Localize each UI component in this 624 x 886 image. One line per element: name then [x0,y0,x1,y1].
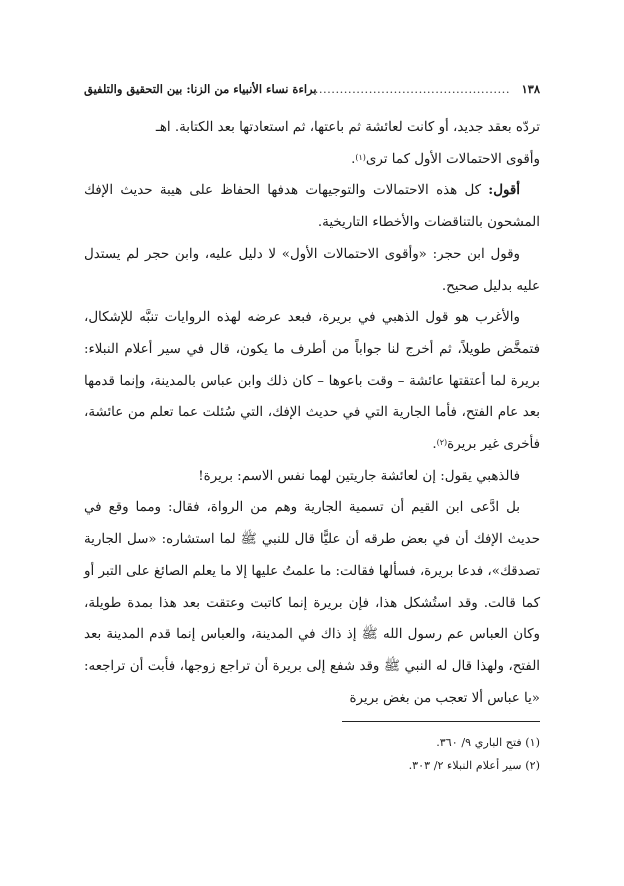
running-title: براءة نساء الأنبياء من الزنا: بين التحقيق والتلفيق [84,82,317,96]
footnote: (١) فتح الباري ٩/ ٣٦٠. [436,736,540,749]
body-text [84,112,540,714]
footnote: (٢) سير أعلام النبلاء ٢/ ٣٠٣. [408,759,540,772]
paragraph: فالذهبي يقول: إن لعائشة جاريتين لهما نفس الاسم: بريرة! [198,468,520,484]
paragraph-lead: أقول: [488,182,520,199]
paragraph: والأغرب هو قول الذهبي في بريرة، فبعد عرضه لهذه الروايات تنبَّه للإشكال، فتمخَّض طويلاً، ثم أخرج لنا جواباً من أطرف ما يكون، قال في سير أعلام النبلاء: بريرة لما أعتقتها عائشة – وقت باعوها – كان ذلك وابن عباس بالمدينة، وإنما قدمها بعد عام الفتح، فأما الجارية التي في حديث الإفك، التي سُئلت عما تعلم من عائشة، فأخرى غير بريرة$^{(٢)}$. [84,310,540,453]
footnote-ref[interactable]: (٢) [436,438,448,448]
footnotes [84,731,540,777]
page-number: ١٣٨ [521,82,540,96]
paragraph: وأقوى الاحتمالات الأول كما ترى$^{(١)}$. [351,151,540,167]
header-leader-dots: ............................................... [314,82,510,96]
footnote-ref[interactable]: (١) [355,152,366,162]
paragraph: بل ادَّعى ابن القيم أن تسمية الجارية وهم من الرواة، فقال: ومما وقع في حديث الإفك أن في بعض طرقه أن عليًّا قال للنبي ﷺ لما استشاره: «سل الجارية تصدقك»، فدعا بريرة، فسألها فقالت: ما علمتُ عليها إلا ما يعلم الصائغ على التبر أو كما قالت. وقد استُشكل هذا، فإن بريرة إنما كاتبت وعتقت بعد هذا بمدة طويلة، وكان العباس عم رسول الله ﷺ إذ ذاك في المدينة، والعباس إنما قدم المدينة بعد الفتح، ولهذا قال له النبي ﷺ وقد شفع إلى بريرة أن تراجع زوجها، فأبت أن تراجعه: «يا عباس ألا تعجب من بغض بريرة [84,500,540,706]
paragraph: أقول: كل هذه الاحتمالات والتوجيهات هدفها الحفاظ على هيبة حديث الإفك المشحون بالتناقضات والأخطاء التاريخية. [84,182,540,231]
footnote-separator [342,721,540,722]
paragraph: وقول ابن حجر: «وأقوى الاحتمالات الأول» لا دليل عليه، وابن حجر لم يستدل عليه بدليل صحيح. [84,246,540,294]
page-header [84,80,540,102]
paragraph: تردّه بعقد جديد، أو كانت لعائشة ثم باعتها، ثم استعادتها بعد الكتابة. اهـ [155,120,540,135]
